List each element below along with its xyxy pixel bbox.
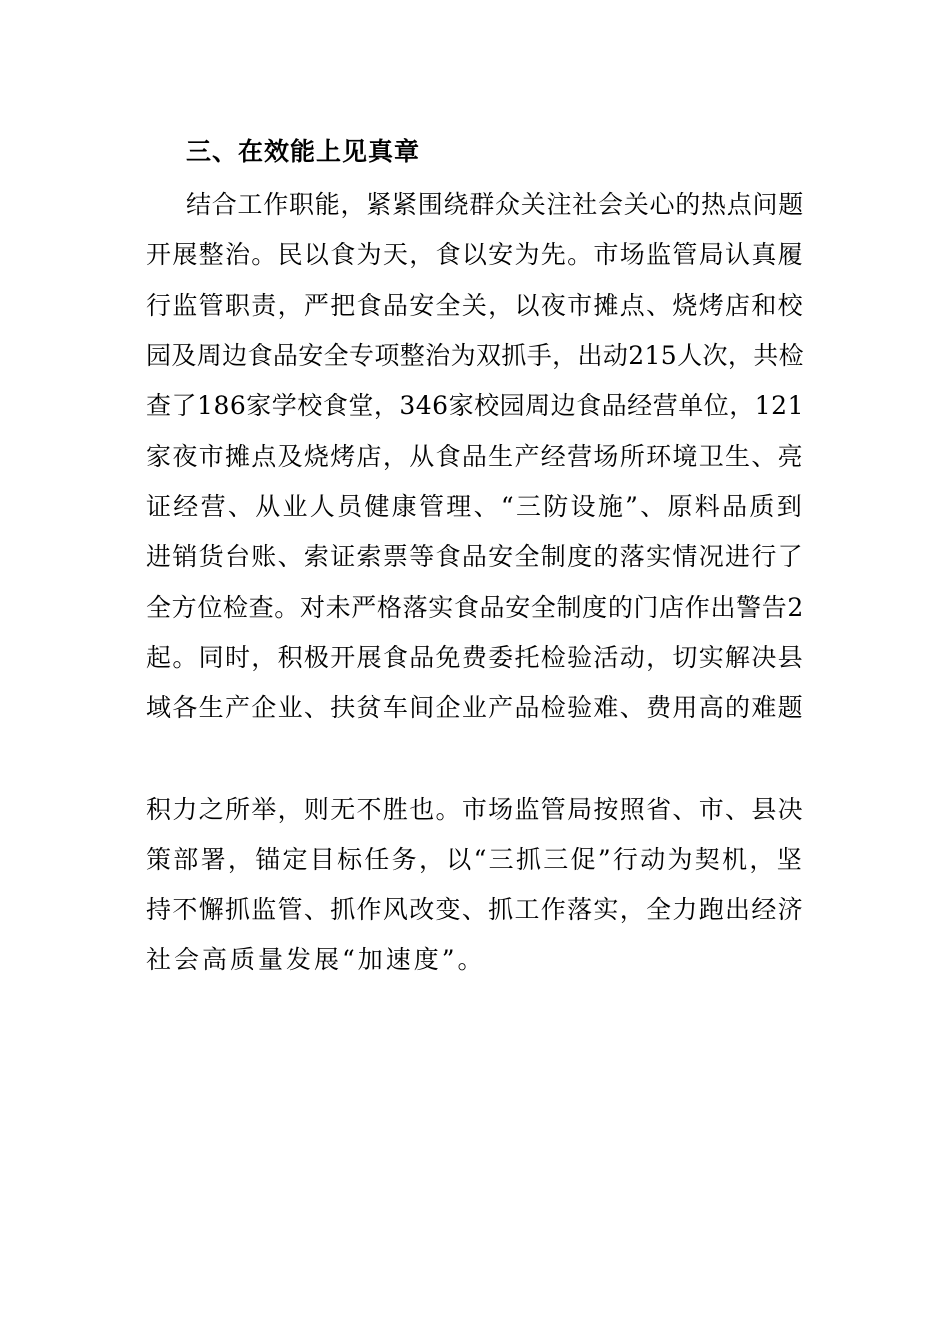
paragraph-2-line-2: 策部署，锚定目标任务，以“三抓三促”行动为契机，坚: [146, 845, 804, 874]
paragraph-2-line-4: 社会高质量发展“加速度”。: [146, 945, 486, 974]
paragraph-1-line-5: 查了186家学校食堂，346家校园周边食品经营单位，121: [146, 391, 804, 420]
paragraph-1-line-9: 全方位检查。对未严格落实食品安全制度的门店作出警告2: [146, 593, 804, 622]
section-heading: 三、在效能上见真章: [186, 137, 421, 166]
paragraph-1-line-8: 进销货台账、索证索票等食品安全制度的落实情况进行了: [146, 542, 804, 571]
paragraph-1-line-2: 开展整治。民以食为天，食以安为先。市场监管局认真履: [146, 240, 804, 269]
paragraph-2-line-3: 持不懈抓监管、抓作风改变、抓工作落实，全力跑出经济: [146, 895, 804, 924]
paragraph-1-line-6: 家夜市摊点及烧烤店，从食品生产经营场所环境卫生、亮: [146, 442, 804, 471]
paragraph-1-line-11: 域各生产企业、扶贫车间企业产品检验难、费用高的难题: [146, 693, 804, 722]
paragraph-1-line-10: 起。同时，积极开展食品免费委托检验活动，切实解决县: [146, 643, 804, 672]
paragraph-1-line-7: 证经营、从业人员健康管理、“三防设施”、原料品质到: [146, 492, 804, 521]
paragraph-1-line-3: 行监管职责，严把食品安全关，以夜市摊点、烧烤店和校: [146, 291, 804, 320]
paragraph-1-line-4: 园及周边食品安全专项整治为双抓手，出动215人次，共检: [146, 341, 804, 370]
paragraph-1-line-1: 结合工作职能，紧紧围绕群众关注社会关心的热点问题: [186, 190, 804, 219]
paragraph-2-line-1: 积力之所举，则无不胜也。市场监管局按照省、市、县决: [146, 795, 804, 824]
